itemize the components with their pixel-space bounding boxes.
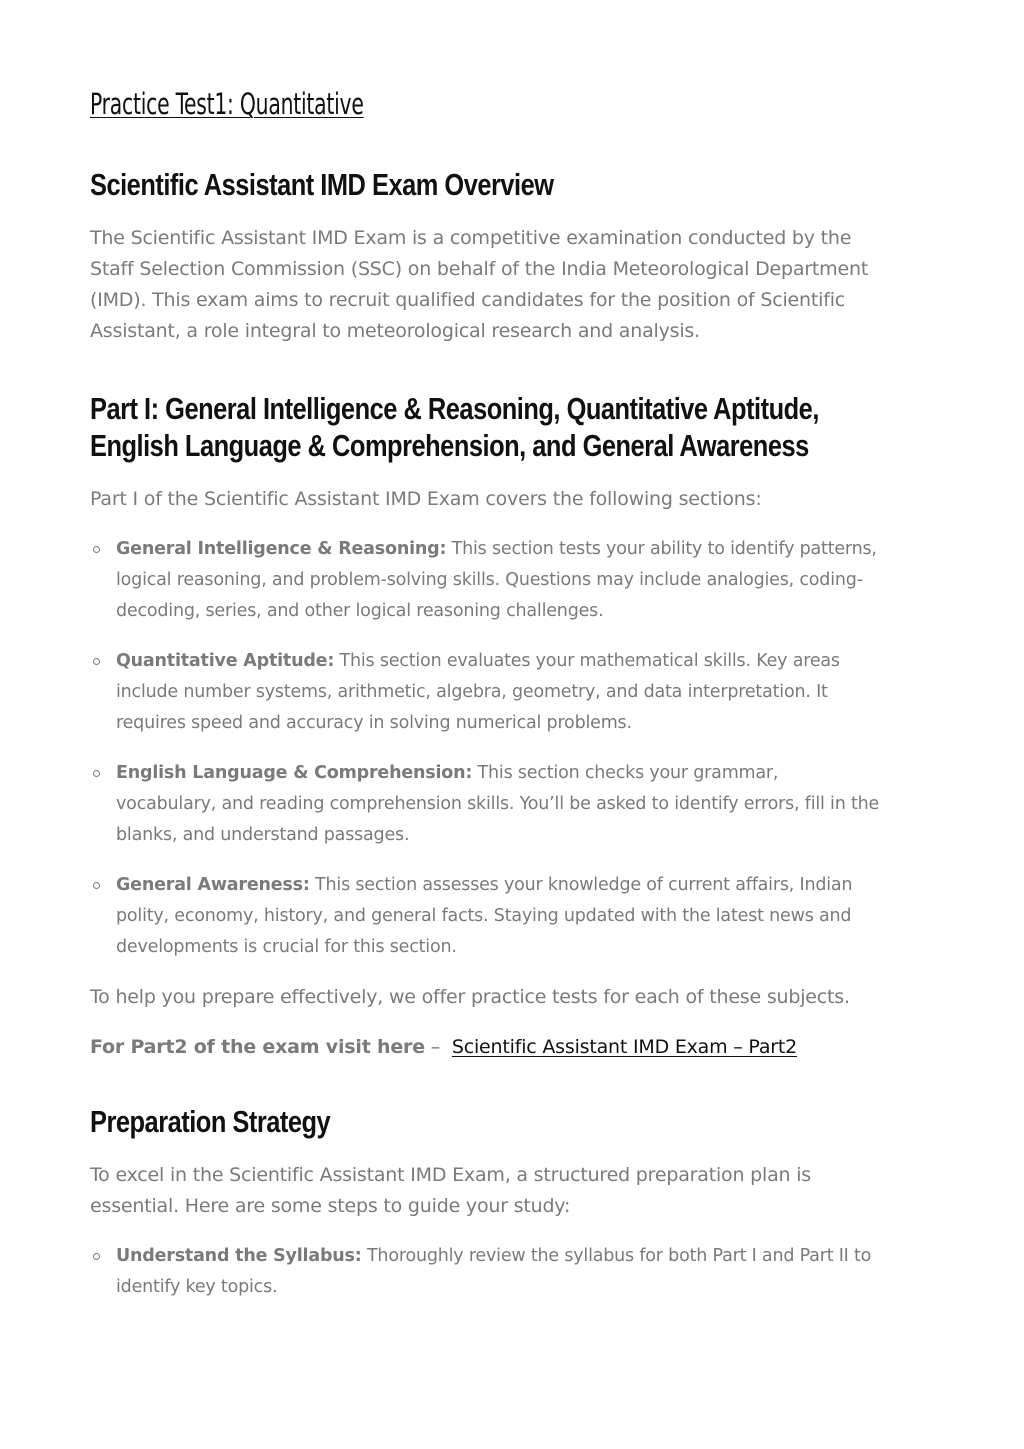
preparation-intro: To excel in the Scientific Assistant IMD Exam, a structured preparation plan is essential. Here are some steps to guide your study: bbox=[90, 1164, 811, 1217]
list-item-label: Understand the Syllabus: bbox=[116, 1246, 362, 1266]
preparation-step-list bbox=[90, 1241, 880, 1303]
part1-intro: Part I of the Scientific Assistant IMD Exam covers the following sections: bbox=[90, 488, 762, 510]
part2-dash: – bbox=[424, 1036, 446, 1058]
part1-heading-line1: Part I: General Intelligence & Reasoning, Quantitative Aptitude, bbox=[90, 391, 819, 426]
circle-bullet-icon bbox=[93, 658, 100, 665]
circle-bullet-icon bbox=[93, 1253, 100, 1260]
list-item bbox=[90, 646, 880, 739]
article-content bbox=[90, 84, 880, 1303]
list-item bbox=[90, 758, 880, 851]
list-item bbox=[90, 534, 880, 627]
part2-lead-text: For Part2 of the exam visit here bbox=[90, 1036, 425, 1058]
list-item-text: This section evaluates your mathematical skills. Key areas include number systems, arithmetic, algebra, geometry, and data interpretation. It requires speed and accuracy in solving numerical problems. bbox=[116, 651, 840, 733]
list-item bbox=[90, 870, 880, 963]
part1-heading bbox=[90, 390, 880, 464]
preparation-heading: Preparation Strategy bbox=[90, 1104, 331, 1139]
list-item-label: Quantitative Aptitude: bbox=[116, 651, 335, 671]
part2-link[interactable]: Scientific Assistant IMD Exam – Part2 bbox=[451, 1036, 798, 1058]
list-item bbox=[90, 1241, 880, 1303]
part1-heading-line2: English Language & Comprehension, and General Awareness bbox=[90, 428, 809, 463]
part2-link-row bbox=[90, 1032, 880, 1063]
practice-test-link[interactable]: Practice Test1: Quantitative bbox=[90, 87, 364, 121]
circle-bullet-icon bbox=[93, 546, 100, 553]
practice-test-row bbox=[90, 84, 880, 124]
list-item-label: General Intelligence & Reasoning: bbox=[116, 539, 447, 559]
list-item-text: This section assesses your knowledge of current affairs, Indian polity, economy, history, and general facts. Staying updated with the latest news and developments is crucial for this section. bbox=[116, 875, 853, 957]
overview-heading: Scientific Assistant IMD Exam Overview bbox=[90, 167, 554, 202]
list-item-label: English Language & Comprehension: bbox=[116, 763, 473, 783]
circle-bullet-icon bbox=[93, 770, 100, 777]
list-item-text: This section tests your ability to identify patterns, logical reasoning, and problem-solving skills. Questions may include analogies, coding-decoding, series, and other logical reasoning challenges. bbox=[116, 539, 877, 621]
circle-bullet-icon bbox=[93, 882, 100, 889]
list-item-text: This section checks your grammar, vocabulary, and reading comprehension skills. You’ll be asked to identify errors, fill in the blanks, and understand passages. bbox=[116, 763, 880, 845]
list-item-label: General Awareness: bbox=[116, 875, 310, 895]
overview-paragraph: The Scientific Assistant IMD Exam is a competitive examination conducted by the Staff Selection Commission (SSC) on behalf of the India Meteorological Department (IMD). This exam aims to recruit qualified candidates for the position of Scientific Assistant, a role integral to meteorological research and analysis. bbox=[90, 227, 869, 342]
practice-tests-note: To help you prepare effectively, we offer practice tests for each of these subjects. bbox=[90, 986, 850, 1008]
list-item-text: Thoroughly review the syllabus for both Part I and Part II to identify key topics. bbox=[116, 1246, 872, 1297]
part1-section-list bbox=[90, 534, 880, 963]
